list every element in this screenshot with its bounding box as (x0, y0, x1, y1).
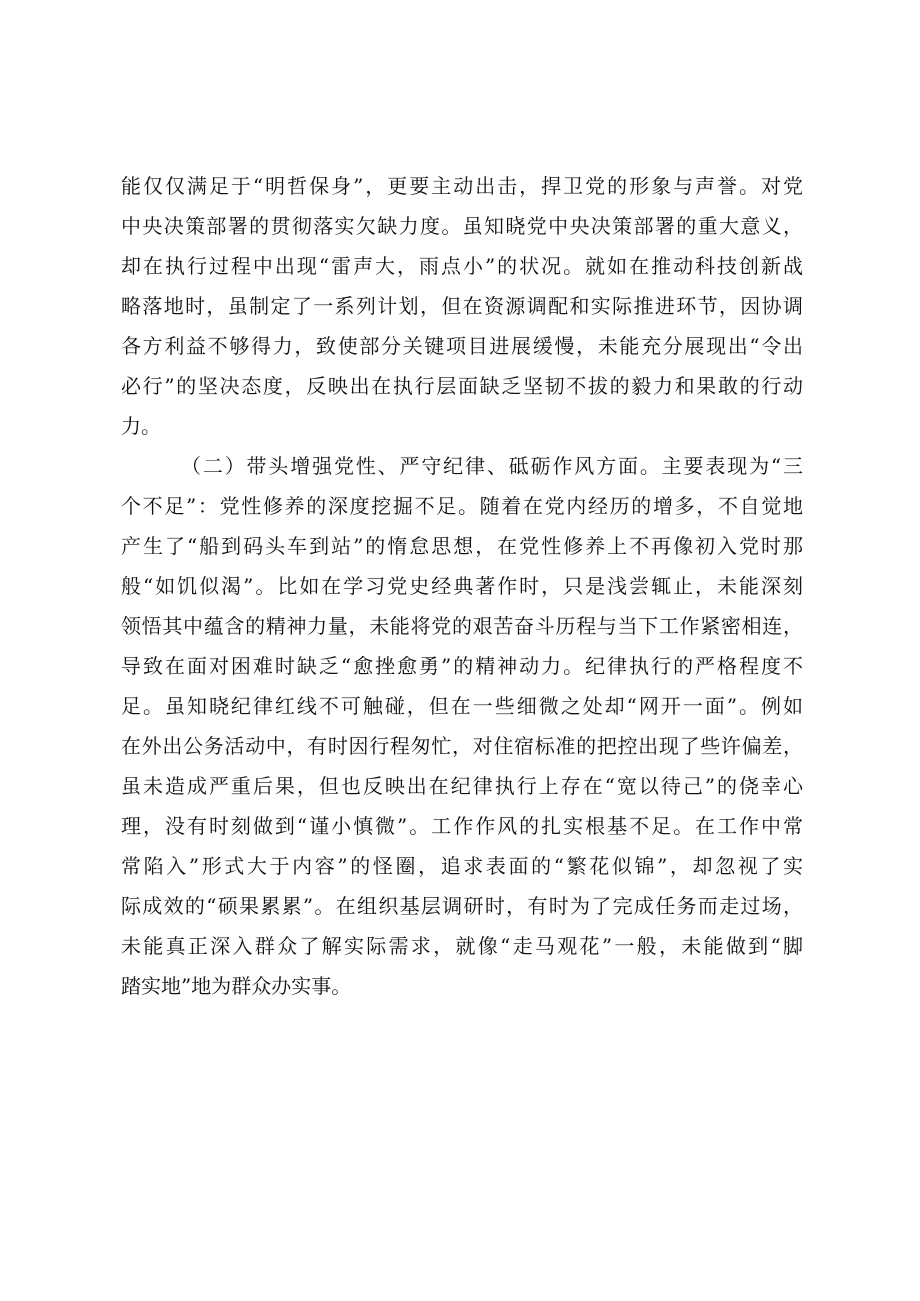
text-line: 中央决策部署的贯彻落实欠缺力度。虽知晓党中央决策部署的重大意义， (121, 214, 803, 238)
text-line: 却在执行过程中出现“雷声大，雨点小”的状况。就如在推动科技创新战 (121, 254, 803, 278)
document-body (121, 166, 803, 1006)
text-line: 各方利益不够得力，致使部分关键项目进展缓慢，未能充分展现出“令出 (121, 334, 803, 358)
text-line: （二）带头增强党性、严守纪律、砥砺作风方面。主要表现为“三 (181, 454, 803, 478)
paragraph-1 (121, 166, 803, 446)
text-line: 个不足”：党性修养的深度挖掘不足。随着在党内经历的增多，不自觉地 (121, 494, 803, 518)
paragraph-2 (121, 446, 803, 1006)
text-line: 虽未造成严重后果，但也反映出在纪律执行上存在“宽以待己”的侥幸心 (121, 774, 803, 798)
text-line: 常陷入”形式大于内容”的怪圈，追求表面的“繁花似锦”，却忽视了实 (121, 854, 803, 878)
text-line: 未能真正深入群众了解实际需求，就像“走马观花”一般，未能做到“脚 (121, 934, 803, 958)
text-line: 略落地时，虽制定了一系列计划，但在资源调配和实际推进环节，因协调 (121, 294, 803, 318)
text-line: 能仅仅满足于“明哲保身”，更要主动出击，捍卫党的形象与声誉。对党 (121, 174, 803, 198)
text-line: 在外出公务活动中，有时因行程匆忙，对住宿标准的把控出现了些许偏差， (121, 734, 803, 758)
text-line: 般“如饥似渴”。比如在学习党史经典著作时，只是浅尝辄止，未能深刻 (121, 574, 803, 598)
text-line: 产生了“船到码头车到站”的惰怠思想，在党性修养上不再像初入党时那 (121, 534, 803, 558)
text-line: 踏实地”地为群众办实事。 (121, 974, 352, 998)
text-line: 导致在面对困难时缺乏“愈挫愈勇”的精神动力。纪律执行的严格程度不 (121, 654, 803, 678)
text-line: 领悟其中蕴含的精神力量，未能将党的艰苦奋斗历程与当下工作紧密相连， (121, 614, 803, 638)
text-line: 际成效的“硕果累累”。在组织基层调研时，有时为了完成任务而走过场， (121, 894, 803, 918)
text-line: 理，没有时刻做到“谨小慎微”。工作作风的扎实根基不足。在工作中常 (121, 814, 803, 838)
text-line: 必行”的坚决态度，反映出在执行层面缺乏坚韧不拔的毅力和果敢的行动 (121, 374, 803, 398)
text-line: 力。 (121, 414, 161, 438)
text-line: 足。虽知晓纪律红线不可触碰，但在一些细微之处却“网开一面”。例如 (121, 694, 803, 718)
